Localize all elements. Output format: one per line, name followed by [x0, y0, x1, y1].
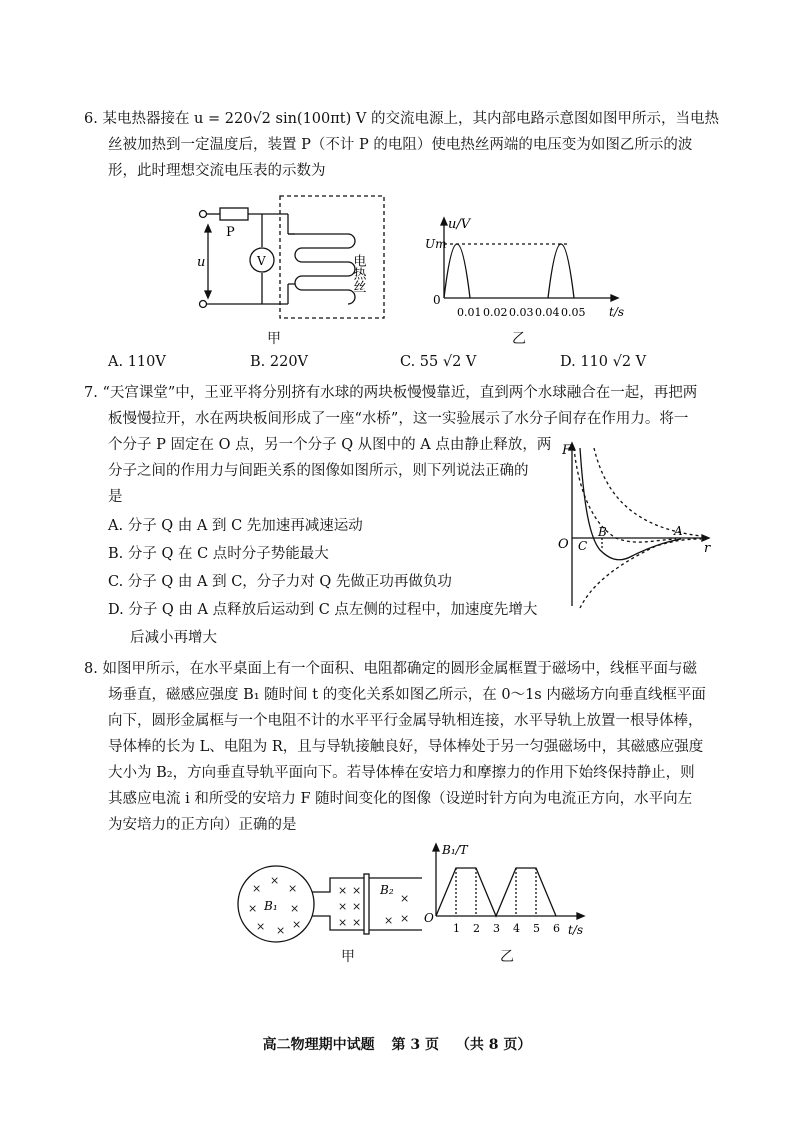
attractive-curve-lower: [580, 539, 701, 608]
tick-005: 0.05: [561, 306, 586, 319]
terminal-top: [200, 211, 207, 218]
attractive-curve: [594, 448, 701, 536]
q8-line-2: 场垂直，磁感应强度 B₁ 随时间 t 的变化关系如图乙所示，在 0～1s 内磁场方向垂直线框平面: [108, 687, 706, 703]
v-label: V: [257, 254, 266, 268]
svg-text:×: ×: [290, 902, 300, 915]
tick-6: 6: [553, 922, 560, 935]
page-footer: [0, 1034, 794, 1054]
c-label: C: [578, 539, 588, 553]
q6-line-1: 6. 某电热器接在 u = 220√2 sin(100πt) V 的交流电源上，其内部电路示意图如图甲所示，当电热: [84, 111, 719, 127]
q7-line-1: 7. “天宫课堂”中，王亚平将分别挤有水球的两块板慢慢靠近，直到两个水球融合在一起，再把两: [84, 385, 698, 401]
q8-line-4: 导体棒的长为 L、电阻为 R，且与导轨接触良好，导体棒处于另一匀强磁场中，其磁感应强度: [108, 739, 704, 755]
q8-line-6: 其感应电流 i 和所受的安培力 F 随时间变化的图像（设逆时针方向为电流正方向，水平向左: [108, 791, 693, 807]
svg-text:×: ×: [338, 916, 348, 929]
q7-line-5: 是: [108, 489, 123, 505]
q8-line-7: 为安培力的正方向）正确的是: [108, 817, 297, 833]
a-label: A: [674, 524, 683, 538]
b1-curve: [436, 868, 556, 916]
svg-text:×: ×: [270, 874, 280, 887]
svg-text:×: ×: [352, 916, 362, 929]
svg-text:×: ×: [292, 918, 302, 931]
q6-line-2: 丝被加热到一定温度后，装置 P（不计 P 的电阻）使电热丝两端的电压变为如图乙所示的波: [108, 137, 693, 153]
q7-option-d-cont: 后减小再增大: [130, 630, 217, 646]
conductor-rod: [364, 874, 369, 934]
tick-001: 0.01: [457, 306, 482, 319]
u-axis-label: u/V: [448, 217, 471, 232]
q7-line-3: 个分子 P 固定在 O 点，另一个分子 Q 从图中的 A 点由静止释放，两: [108, 437, 552, 453]
q6-option-d[interactable]: D. 110 √2 V: [560, 354, 647, 370]
q8-line-3: 向下，圆形金属框与一个电阻不计的水平平行金属导轨相连接，水平导轨上放置一根导体棒，: [108, 713, 703, 729]
q8-jia-caption: 甲: [341, 949, 355, 965]
b1-label: B₁: [264, 899, 278, 913]
t-axis-label-8: t/s: [568, 923, 584, 937]
q8-b1-graph: [422, 840, 592, 940]
svg-text:×: ×: [400, 912, 410, 925]
tick-002: 0.02: [483, 306, 508, 319]
q8-rail-figure: [234, 858, 430, 948]
q6-option-a[interactable]: A. 110V: [108, 354, 166, 370]
question-8: [84, 656, 724, 838]
um-label: Um: [425, 237, 447, 251]
q7-line-4: 分子之间的作用力与间距关系的图像如图所示，则下列说法正确的: [108, 463, 529, 479]
q7-option-a[interactable]: A. 分子 Q 由 A 到 C 先加速再减速运动: [108, 518, 363, 534]
q7-option-d[interactable]: D. 分子 Q 由 A 点释放后运动到 C 点左侧的过程中，加速度先增大: [108, 602, 538, 618]
tick-003: 0.03: [509, 306, 534, 319]
b1-axis-label: B₁/T: [442, 843, 468, 857]
pulse-1: [444, 244, 470, 298]
heater-label: 电热丝: [350, 254, 366, 293]
footer-page: 第 3 页: [391, 1037, 439, 1053]
heating-wire: [288, 234, 355, 304]
svg-text:×: ×: [338, 884, 348, 897]
svg-text:×: ×: [256, 920, 266, 933]
q8-yi-caption: 乙: [500, 949, 514, 965]
svg-text:×: ×: [352, 884, 362, 897]
q7-force-graph: [556, 438, 716, 610]
q8-line-1: 8. 如图甲所示，在水平桌面上有一个面积、电阻都确定的圆形金属框置于磁场中，线框平面与磁: [84, 661, 697, 677]
q6-line-3: 形，此时理想交流电压表的示数为: [108, 163, 326, 179]
q8-line-5: 大小为 B₂，方向垂直导轨平面向下。若导体棒在安培力和摩擦力的作用下始终保持静止，则: [108, 765, 695, 781]
q7-option-b[interactable]: B. 分子 Q 在 C 点时分子势能最大: [108, 546, 329, 562]
svg-text:×: ×: [352, 900, 362, 913]
tick-4: 4: [513, 922, 520, 935]
svg-text:×: ×: [288, 882, 298, 895]
svg-text:×: ×: [338, 900, 348, 913]
question-6: [84, 106, 724, 184]
origin-label-8: O: [424, 911, 434, 925]
t-axis-label: t/s: [609, 305, 624, 319]
device-p: [220, 208, 248, 220]
svg-text:×: ×: [248, 902, 258, 915]
tick-004: 0.04: [535, 306, 560, 319]
q7-line-2: 板慢慢拉开，水在两块板间形成了一座“水桥”，这一实验展示了水分子间存在作用力。将一: [108, 411, 689, 427]
q6-option-c[interactable]: C. 55 √2 V: [400, 354, 477, 370]
tick-2: 2: [473, 922, 480, 935]
q6-waveform-figure: [424, 214, 624, 320]
p-label: P: [226, 225, 235, 240]
repulsive-curve: [574, 448, 676, 542]
tick-5: 5: [533, 922, 540, 935]
tick-1: 1: [453, 922, 460, 935]
terminal-bottom: [200, 301, 207, 308]
q6-circuit-figure: [196, 194, 392, 324]
q6-option-b[interactable]: B. 220V: [250, 354, 309, 370]
svg-text:×: ×: [400, 892, 410, 905]
f-label: F: [562, 443, 572, 458]
footer-total: （共 8 页）: [455, 1037, 532, 1053]
svg-text:×: ×: [384, 914, 394, 927]
svg-text:×: ×: [252, 882, 262, 895]
o-label: O: [558, 537, 569, 552]
svg-text:×: ×: [276, 924, 286, 937]
q6-jia-caption: 甲: [267, 331, 281, 347]
u-label: u: [197, 255, 206, 270]
pulse-2: [548, 244, 574, 298]
q7-option-c[interactable]: C. 分子 Q 由 A 到 C，分子力对 Q 先做正功再做负功: [108, 574, 452, 590]
b2-label: B₂: [380, 883, 394, 897]
r-label: r: [704, 541, 711, 556]
b-label: B: [598, 525, 607, 539]
footer-title: 高二物理期中试题: [262, 1037, 375, 1053]
q6-yi-caption: 乙: [512, 331, 526, 347]
origin-label: 0: [433, 293, 441, 307]
tick-3: 3: [493, 922, 500, 935]
